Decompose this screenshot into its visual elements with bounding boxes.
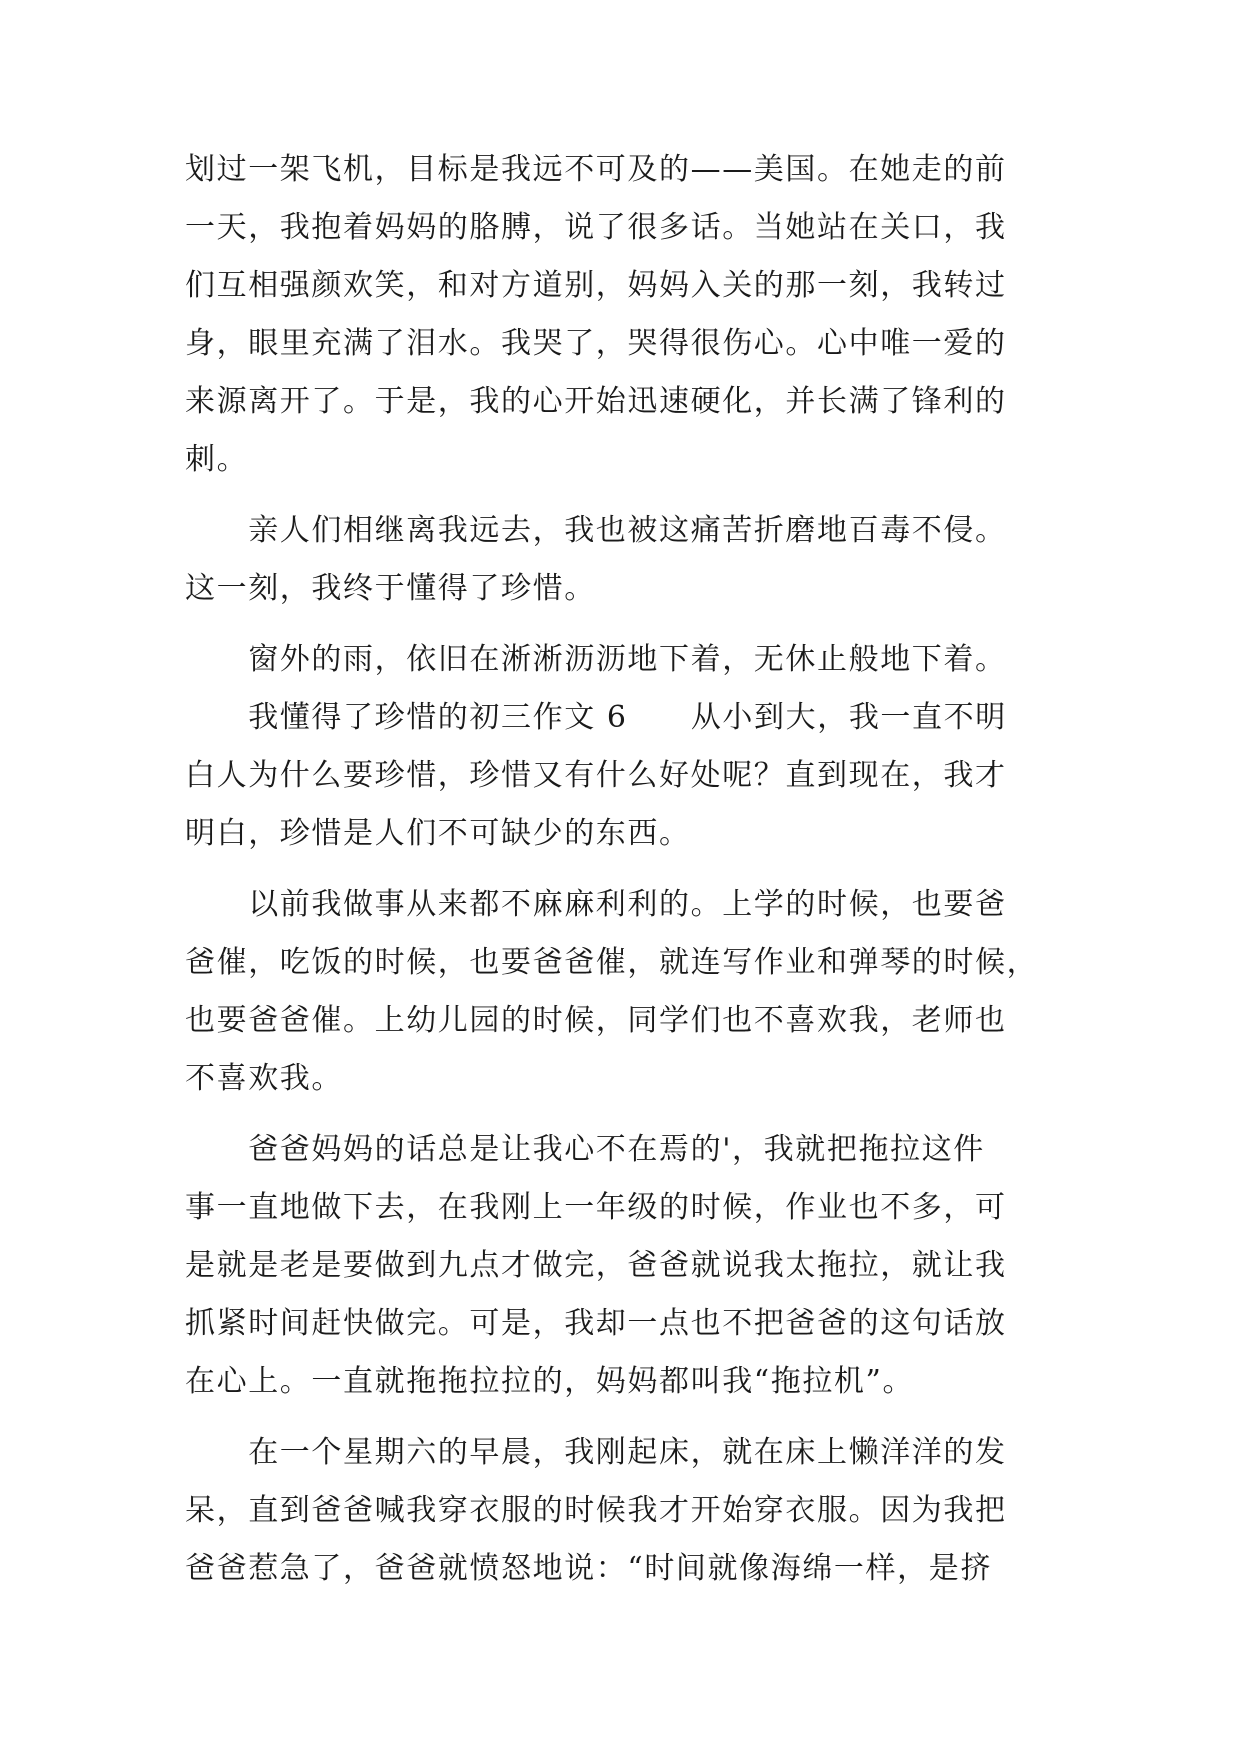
text-line: 亲人们相继离我远去，我也被这痛苦折磨地百毒不侵。 <box>185 513 1007 548</box>
text-line: 划过一架飞机，目标是我远不可及的——美国。在她走的前 <box>185 152 1007 187</box>
text-line: 不喜欢我。 <box>185 1061 343 1096</box>
text-line: 爸催，吃饭的时候，也要爸爸催，就连写作业和弹琴的时候， <box>185 945 1039 980</box>
text-line: 呆，直到爸爸喊我穿衣服的时候我才开始穿衣服。因为我把 <box>185 1493 1007 1528</box>
text-line: 白人为什么要珍惜，珍惜又有什么好处呢？直到现在，我才 <box>185 758 1007 793</box>
text-line: 这一刻，我终于懂得了珍惜。 <box>185 571 596 606</box>
text-line: 一天，我抱着妈妈的胳膊，说了很多话。当她站在关口，我 <box>185 210 1007 245</box>
text-line: 我懂得了珍惜的初三作文 6 从小到大，我一直不明 <box>185 700 1007 735</box>
text-line: 刺。 <box>185 442 249 477</box>
text-line: 爸爸妈妈的话总是让我心不在焉的'，我就把拖拉这件 <box>185 1132 985 1167</box>
text-line: 是就是老是要做到九点才做完，爸爸就说我太拖拉，就让我 <box>185 1248 1007 1283</box>
text-line: 在心上。一直就拖拖拉拉的，妈妈都叫我“拖拉机”。 <box>185 1364 915 1399</box>
text-line: 明白，珍惜是人们不可缺少的东西。 <box>185 816 691 851</box>
text-line: 窗外的雨，依旧在淅淅沥沥地下着，无休止般地下着。 <box>185 642 1007 677</box>
text-line: 来源离开了。于是，我的心开始迅速硬化，并长满了锋利的 <box>185 384 1007 419</box>
text-line: 以前我做事从来都不麻麻利利的。上学的时候，也要爸 <box>185 887 1007 922</box>
text-line: 身，眼里充满了泪水。我哭了，哭得很伤心。心中唯一爱的 <box>185 326 1007 361</box>
text-line: 抓紧时间赶快做完。可是，我却一点也不把爸爸的这句话放 <box>185 1306 1007 1341</box>
text-line: 事一直地做下去，在我刚上一年级的时候，作业也不多，可 <box>185 1190 1007 1225</box>
text-line: 爸爸惹急了，爸爸就愤怒地说：“时间就像海绵一样，是挤 <box>185 1551 992 1586</box>
text-line: 也要爸爸催。上幼儿园的时候，同学们也不喜欢我，老师也 <box>185 1003 1007 1038</box>
text-line: 在一个星期六的早晨，我刚起床，就在床上懒洋洋的发 <box>185 1435 1007 1470</box>
text-line: 们互相强颜欢笑，和对方道别，妈妈入关的那一刻，我转过 <box>185 268 1007 303</box>
